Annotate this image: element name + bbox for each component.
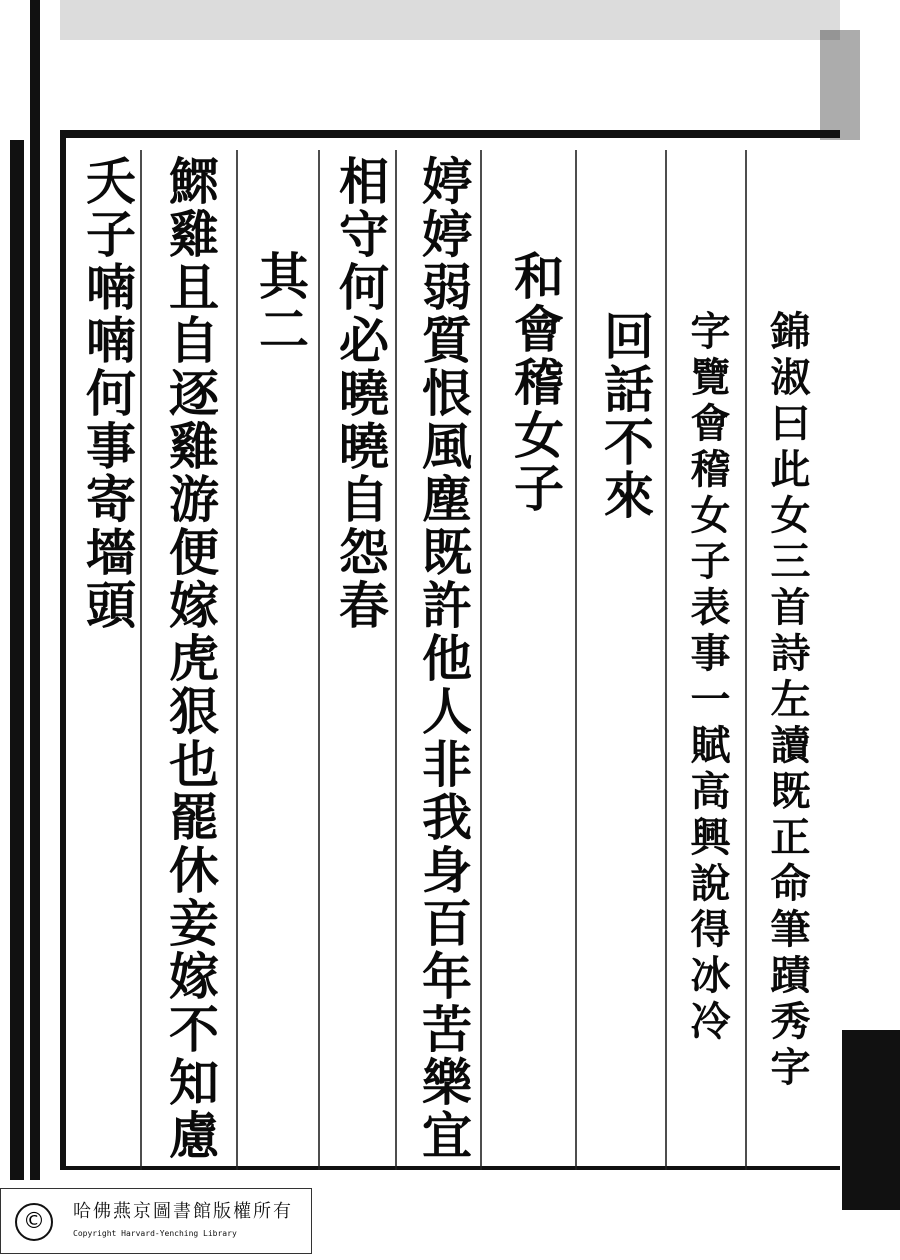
text-column-7: 其二	[251, 250, 310, 356]
text-column-4: 和會稽女子	[506, 250, 565, 515]
text-column-5: 婷婷弱質恨風塵既許他人非我身百年苦樂宜	[414, 155, 473, 1162]
scan-noise	[60, 0, 840, 40]
copyright-footer	[0, 1188, 312, 1254]
column-rule	[665, 150, 667, 1170]
text-column-8: 鰥雞且自逐雞游便嫁虎狠也罷休妾嫁不知慮	[161, 155, 220, 1162]
binding-edge-inner	[10, 140, 24, 1180]
text-column-3: 回話不來	[596, 310, 655, 522]
column-rule	[236, 150, 238, 1170]
column-rule	[745, 150, 747, 1170]
text-column-2: 字覽會稽女子表事一賦高興說得冰冷	[684, 310, 731, 1046]
copyright-icon: ©	[15, 1203, 53, 1241]
scan-noise	[820, 30, 860, 140]
copyright-en: Copyright Harvard-Yenching Library	[73, 1229, 237, 1238]
binding-edge	[30, 0, 40, 1180]
text-column-9: 夭子喃喃何事寄墻頭	[78, 155, 137, 632]
copyright-cn: 哈佛燕京圖書館版權所有	[73, 1201, 293, 1222]
scan-shadow	[842, 1030, 900, 1210]
column-rule	[480, 150, 482, 1170]
column-rule	[575, 150, 577, 1170]
text-column-1: 錦淑曰此女三首詩左讀既正命筆蹟秀字	[764, 310, 811, 1092]
column-rule	[395, 150, 397, 1170]
text-column-6: 相守何必曉曉自怨春	[331, 155, 390, 632]
column-rule	[318, 150, 320, 1170]
